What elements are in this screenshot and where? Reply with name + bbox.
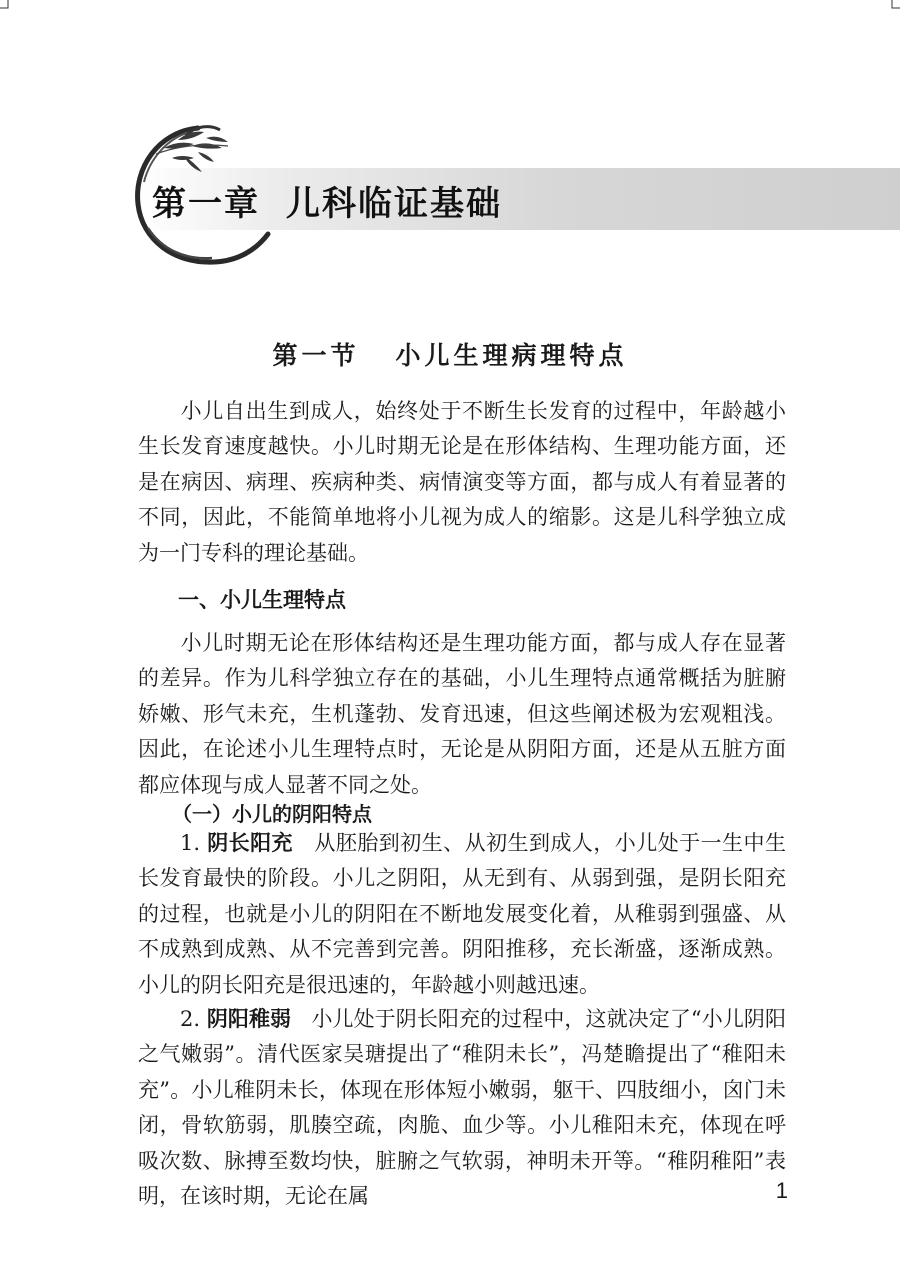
intro-paragraph	[138, 394, 786, 571]
crop-mark-top-right	[890, 0, 900, 10]
item-text: 小儿处于阴长阳充的过程中，这就决定了“小儿阴阳之气嫩弱”。清代医家吴瑭提出了“稚阴未长”，冯楚瞻提出了“稚阳未充”。小儿稚阴未长，体现在形体短小嫩弱，躯干、四肢细小，囟门未闭，骨软筋弱，肌腠空疏，肉脆、血少等。小儿稚阳未充，体现在呼吸次数、脉搏至数均快，脏腑之气软弱，神明未开等。“稚阴稚阳”表明，在该时期，无论在属	[138, 1007, 787, 1209]
subheading-yin-yang: （一）小儿的阴阳特点	[172, 802, 372, 826]
section-name: 小儿生理病理特点	[395, 341, 628, 370]
intro-text: 小儿自出生到成人，始终处于不断生长发育的过程中，年龄越小生长发育速度越快。小儿时期无论是在形体结构、生理功能方面，还是在病因、病理、疾病种类、病情演变等方面，都与成人有着显著的不同，因此，不能简单地将小儿视为成人的缩影。这是儿科学独立成为一门专科的理论基础。	[138, 399, 786, 565]
chapter-title	[152, 176, 502, 225]
physiology-paragraph	[138, 626, 786, 803]
page-number: 1	[775, 1178, 788, 1203]
chapter-name: 儿科临证基础	[286, 184, 502, 224]
item-lead: 阴长阳充	[207, 831, 294, 855]
subheading-physiology: 一、小儿生理特点	[178, 588, 346, 612]
list-item	[138, 826, 786, 1003]
item-lead: 阴阳稚弱	[206, 1007, 292, 1031]
section-title	[0, 336, 900, 372]
item-number: 1.	[180, 831, 201, 855]
item-number: 2.	[180, 1007, 201, 1031]
chapter-number: 第一章	[152, 184, 260, 224]
item-text: 从胚胎到初生、从初生到成人，小儿处于一生中生长发育最快的阶段。小儿之阴阳，从无到有、从弱到强，是阴长阳充的过程，也就是小儿的阴阳在不断地发展变化着，从稚弱到强盛、从不成熟到成熟、从不完善到完善。阴阳推移，充长渐盛，逐渐成熟。小儿的阴长阳充是很迅速的，年龄越小则越迅速。	[138, 831, 787, 997]
list-item	[138, 1002, 786, 1214]
physiology-text: 小儿时期无论在形体结构还是生理功能方面，都与成人存在显著的差异。作为儿科学独立存在的基础，小儿生理特点通常概括为脏腑娇嫩、形气未充，生机蓬勃、发育迅速，但这些阐述极为宏观粗浅。因此，在论述小儿生理特点时，无论是从阴阳方面，还是从五脏方面都应体现与成人显著不同之处。	[138, 631, 786, 797]
section-number: 第一节	[272, 341, 360, 370]
crop-mark-top-left	[0, 0, 10, 10]
